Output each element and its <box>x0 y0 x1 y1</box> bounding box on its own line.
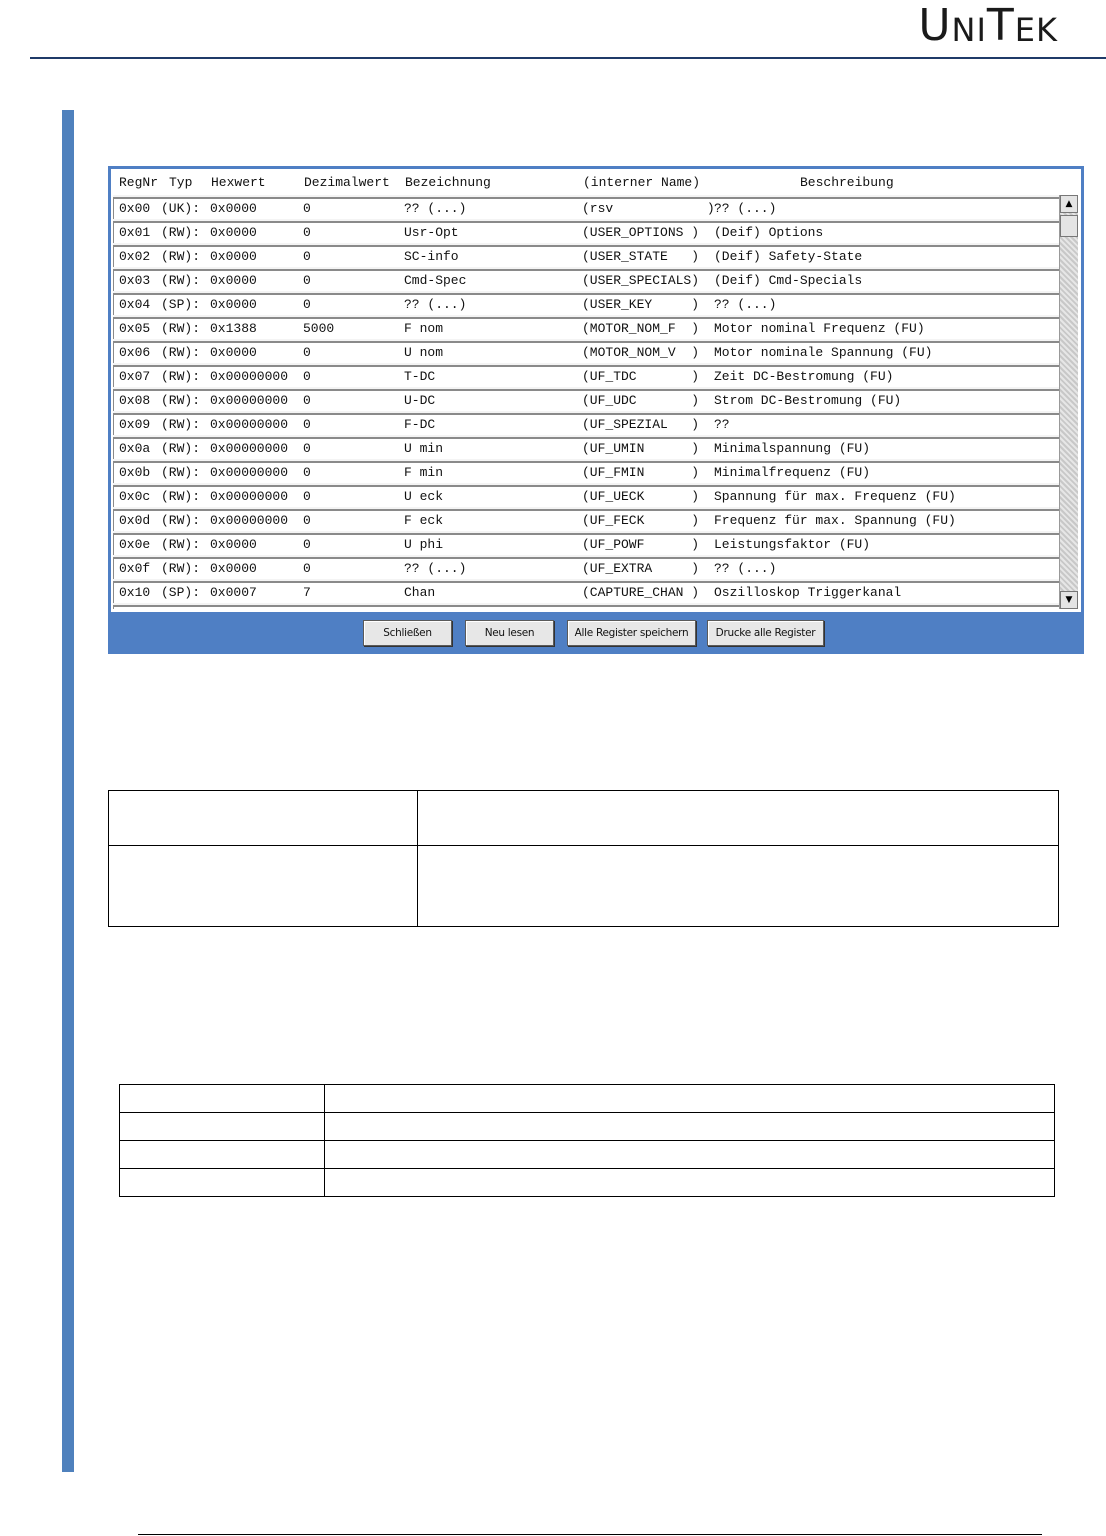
table-cell <box>325 1141 1055 1169</box>
register-row[interactable]: 0x06 (RW): 0x0000 0 U nom (MOTOR_NOM_V ) Motor nominale Spannung (FU) <box>113 341 1059 363</box>
register-panel <box>111 169 1081 612</box>
table-cell <box>325 1113 1055 1141</box>
header-divider <box>30 57 1106 59</box>
empty-table-1 <box>108 790 1059 927</box>
vertical-scrollbar[interactable] <box>1059 195 1078 609</box>
register-row[interactable]: 0x10 (SP): 0x0007 7 Chan (CAPTURE_CHAN ) Oszilloskop Triggerkanal <box>113 581 1059 603</box>
register-row[interactable]: 0x0c (RW): 0x00000000 0 U eck (UF_UECK ) Spannung für max. Frequenz (FU) <box>113 485 1059 507</box>
column-header <box>116 173 1078 193</box>
register-row[interactable]: 0x07 (RW): 0x00000000 0 T-DC (UF_TDC ) Zeit DC-Bestromung (FU) <box>113 365 1059 387</box>
unitek-logo: U NI T EK <box>918 0 1058 51</box>
register-row[interactable]: 0x0b (RW): 0x00000000 0 F min (UF_FMIN ) Minimalfrequenz (FU) <box>113 461 1059 483</box>
side-accent-bar <box>62 110 74 1472</box>
close-button[interactable]: Schließen <box>363 620 452 646</box>
table-cell <box>418 791 1059 846</box>
print-all-registers-button[interactable]: Drucke alle Register <box>707 620 824 646</box>
register-window <box>108 166 1084 654</box>
table-cell <box>120 1113 325 1141</box>
empty-table-2 <box>119 1084 1055 1197</box>
col-interner-name: (interner Name) <box>583 175 701 190</box>
scroll-thumb[interactable] <box>1060 215 1078 237</box>
register-row[interactable]: 0x05 (RW): 0x1388 5000 F nom (MOTOR_NOM_F ) Motor nominal Frequenz (FU) <box>113 317 1059 339</box>
register-row[interactable]: 0x04 (SP): 0x0000 0 ?? (...) (USER_KEY ) ?? (...) <box>113 293 1059 315</box>
table-cell <box>120 1169 325 1197</box>
table-cell <box>325 1085 1055 1113</box>
scroll-up-icon[interactable]: ▲ <box>1060 195 1078 213</box>
col-typ: Typ <box>169 175 193 190</box>
register-row[interactable]: 0x09 (RW): 0x00000000 0 F-DC (UF_SPEZIAL ) ?? <box>113 413 1059 435</box>
register-row[interactable]: 0x0a (RW): 0x00000000 0 U min (UF_UMIN ) Minimalspannung (FU) <box>113 437 1059 459</box>
register-row[interactable]: 0x0f (RW): 0x0000 0 ?? (...) (UF_EXTRA ) ?? (...) <box>113 557 1059 579</box>
register-row[interactable]: 0x0d (RW): 0x00000000 0 F eck (UF_FECK ) Frequenz für max. Spannung (FU) <box>113 509 1059 531</box>
register-row[interactable]: 0x0e (RW): 0x0000 0 U phi (UF_POWF ) Leistungsfaktor (FU) <box>113 533 1059 555</box>
save-all-registers-button[interactable]: Alle Register speichern <box>567 620 696 646</box>
register-row-partial <box>113 605 1059 609</box>
scroll-down-icon[interactable]: ▼ <box>1060 591 1078 609</box>
table-cell <box>325 1169 1055 1197</box>
button-bar <box>108 620 1084 648</box>
table-cell <box>418 846 1059 927</box>
register-row[interactable]: 0x02 (RW): 0x0000 0 SC-info (USER_STATE ) (Deif) Safety-State <box>113 245 1059 267</box>
register-row[interactable]: 0x00 (UK): 0x0000 0 ?? (...) (rsv ) ?? (...) <box>113 197 1059 219</box>
register-row[interactable]: 0x01 (RW): 0x0000 0 Usr-Opt (USER_OPTIONS ) (Deif) Options <box>113 221 1059 243</box>
col-dezimalwert: Dezimalwert <box>304 175 390 190</box>
table-cell <box>109 791 418 846</box>
table-cell <box>109 846 418 927</box>
register-row[interactable]: 0x03 (RW): 0x0000 0 Cmd-Spec (USER_SPECIALS) (Deif) Cmd-Specials <box>113 269 1059 291</box>
col-beschreibung: Beschreibung <box>800 175 894 190</box>
col-regnr: RegNr <box>119 175 159 190</box>
reload-button[interactable]: Neu lesen <box>465 620 554 646</box>
table-cell <box>120 1085 325 1113</box>
register-row[interactable]: 0x08 (RW): 0x00000000 0 U-DC (UF_UDC ) Strom DC-Bestromung (FU) <box>113 389 1059 411</box>
register-list[interactable] <box>113 195 1059 609</box>
footer-divider <box>138 1534 1042 1535</box>
col-bezeichnung: Bezeichnung <box>405 175 491 190</box>
col-hexwert: Hexwert <box>211 175 266 190</box>
table-cell <box>120 1141 325 1169</box>
